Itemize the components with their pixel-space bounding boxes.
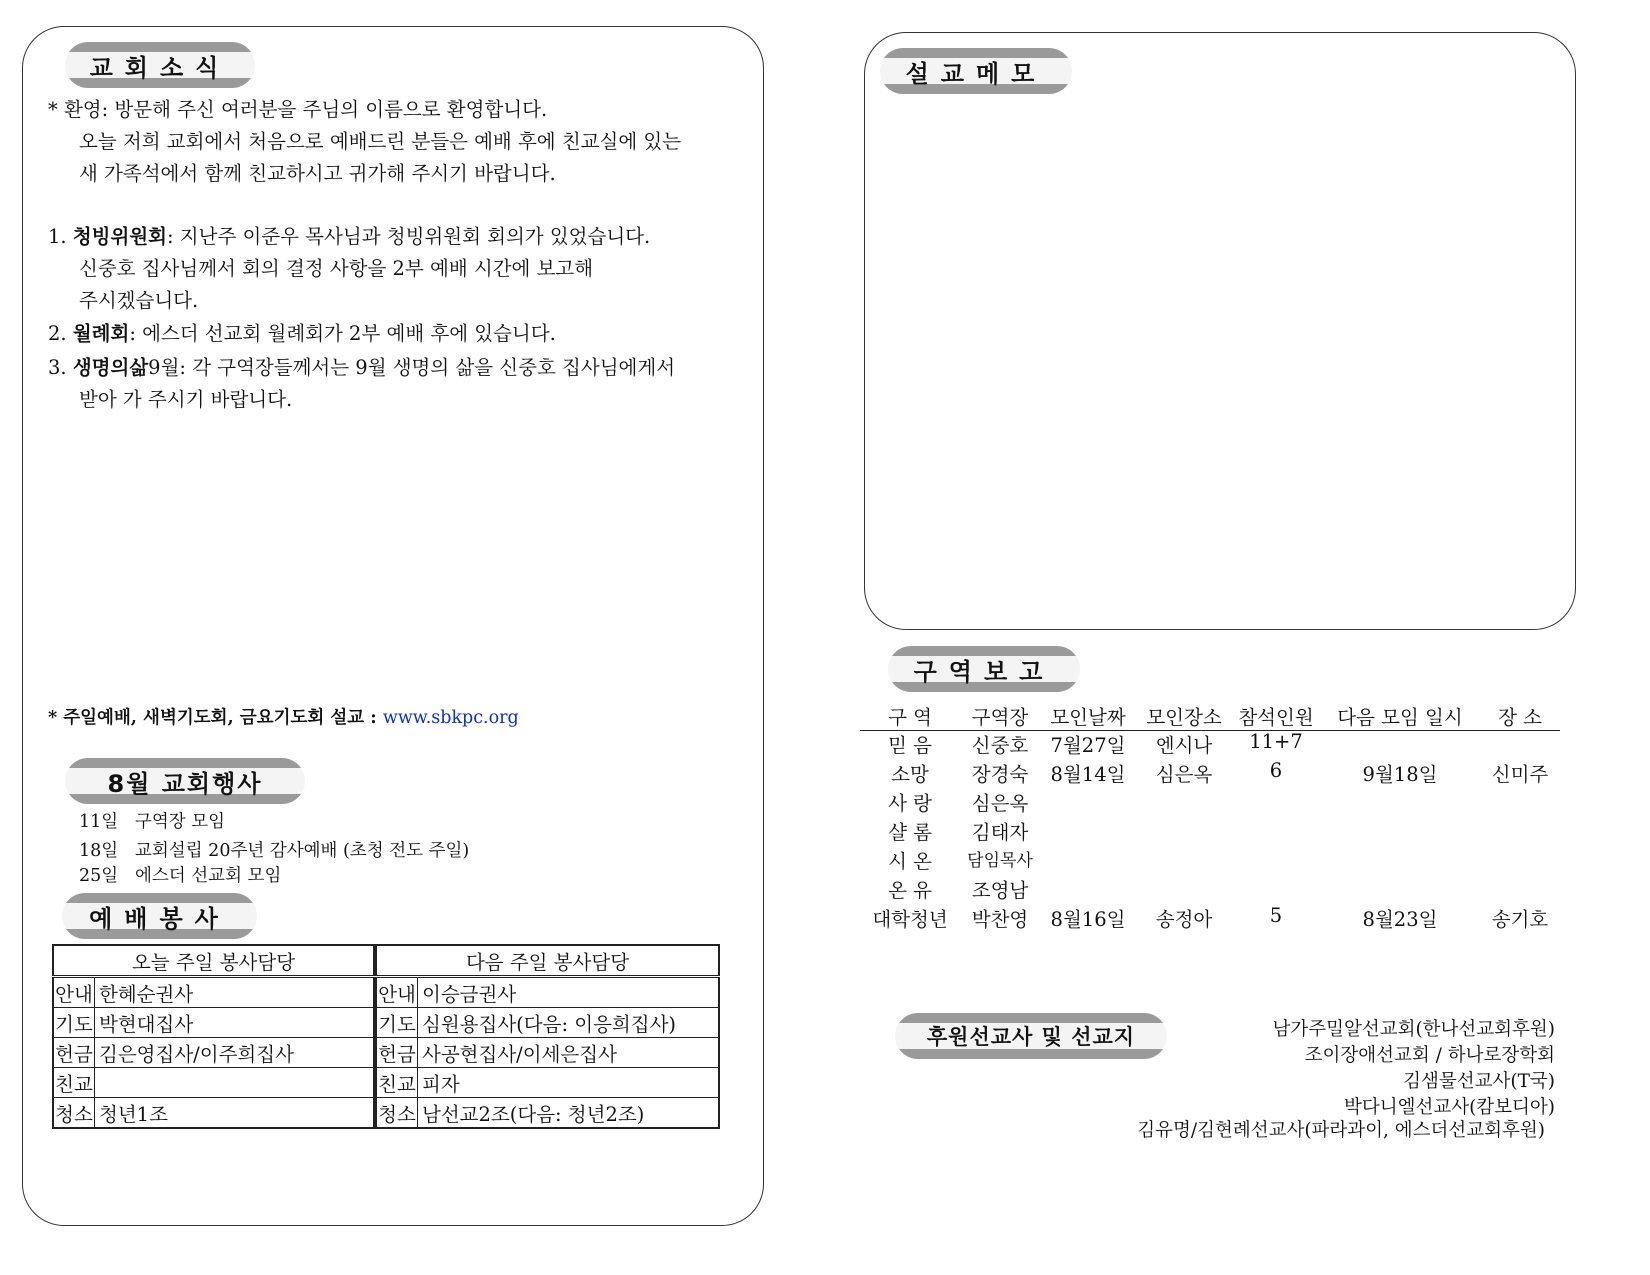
event-day: 18일 [79,841,119,861]
today-service-header: 오늘 주일 봉사담당 [53,945,374,977]
service-person: 남선교2조(다음: 청년2조) [418,1098,720,1129]
news-item-1 [48,221,650,249]
welcome-line-2: 오늘 저희 교회에서 처음으로 예배드린 분들은 예배 후에 친교실에 있는 [79,130,682,153]
service-person: 한혜순권사 [95,977,375,1008]
report-cell: 8월14일 [1050,763,1126,786]
report-header-cell: 모인장소 [1146,706,1222,729]
welcome-line-1: * 환영: 방문해 주신 여러분을 주님의 이름으로 환영합니다. [48,98,548,121]
event-row-1 [79,808,225,833]
mission-item-1: 남가주밀알선교회(한나선교회후원) [1272,1019,1555,1040]
report-row [860,730,1560,758]
sermon-link[interactable]: www.sbkpc.org [382,708,519,728]
event-row-3 [79,862,281,887]
report-cell: 신미주 [1491,763,1549,786]
report-cell: 믿 음 [888,734,932,757]
mission-item-2: 조이장애선교회 / 하나로장학회 [1304,1045,1555,1066]
news-item-2 [48,318,556,346]
mission-item-5: 김유명/김현례선교사(파라과이, 에스더선교회후원) [1137,1120,1545,1141]
district-report-title: 구역보고 [888,646,1080,692]
news-item-1-line-2: 신중호 집사님께서 회의 결정 사항을 2부 예배 시간에 보고해 [79,257,594,280]
service-role: 기도 [376,1008,418,1038]
event-desc: 에스더 선교회 모임 [135,866,282,886]
report-cell: 담임목사 [967,851,1033,871]
report-cell: 온 유 [888,879,932,902]
next-service-table [375,944,720,1129]
news-item-3-line-2: 받아 가 주시기 바랍니다. [79,388,293,411]
report-cell: 송정아 [1155,908,1213,931]
service-person: 이승금권사 [418,977,720,1008]
report-row [860,817,1560,845]
report-cell: 샬 롬 [888,821,932,844]
news-item-2-line-1: : 에스더 선교회 월례회가 2부 예배 후에 있습니다. [129,322,556,345]
event-day: 11일 [79,812,119,832]
event-desc: 교회설립 20주년 감사예배 (초청 전도 주일) [135,841,470,861]
welcome-line-3: 새 가족석에서 함께 친교하시고 귀가해 주시기 바랍니다. [79,162,556,185]
service-role: 청소 [53,1098,95,1129]
report-cell: 심은옥 [1155,763,1213,786]
report-cell: 소망 [891,763,929,786]
report-row [860,904,1560,932]
church-news-title: 교회소식 [65,42,255,88]
report-header-cell: 구역장 [971,706,1029,729]
service-role: 기도 [53,1008,95,1038]
service-role: 청소 [376,1098,418,1129]
service-title: 예배봉사 [62,893,257,939]
service-person: 김은영집사/이주희집사 [95,1038,375,1068]
missions-title: 후원선교사 및 선교지 [895,1013,1167,1059]
report-header-cell: 구 역 [888,706,932,729]
report-cell: 대학청년 [872,908,948,931]
news-item-2-title: 월례회 [72,322,130,345]
report-row [860,875,1560,903]
event-desc: 구역장 모임 [135,812,226,832]
events-title: 8월 교회행사 [65,758,305,804]
service-person: 심원용집사(다음: 이응희집사) [418,1008,720,1038]
service-role: 헌금 [53,1038,95,1068]
report-row [860,788,1560,816]
report-header-cell: 모인날짜 [1050,706,1126,729]
sermon-memo-title: 설교메모 [880,48,1072,94]
sermon-memo-panel[interactable] [864,32,1576,630]
report-cell: 신중호 [971,734,1029,757]
service-role: 안내 [53,977,95,1008]
report-cell: 조영남 [971,879,1029,902]
report-cell: 5 [1269,904,1283,927]
report-cell: 8월23일 [1362,908,1438,931]
news-item-1-num: 1. [48,225,67,248]
report-cell: 장경숙 [971,763,1029,786]
report-cell: 11+7 [1249,730,1303,753]
report-cell: 시 온 [888,850,932,873]
news-item-3-num: 3. [48,356,67,379]
report-row [860,759,1560,787]
report-cell: 8월16일 [1050,908,1126,931]
mission-item-3: 김샘물선교사(T국) [1403,1071,1555,1092]
news-item-1-line-3: 주시겠습니다. [79,289,199,312]
service-person [95,1068,375,1098]
report-row [860,846,1560,874]
news-item-1-title: 청빙위원회 [72,225,167,248]
report-header-row [860,702,1560,731]
sermon-note-text: * 주일예배, 새벽기도회, 금요기도회 설교 : [48,708,383,728]
report-header-cell: 참석인원 [1238,706,1314,729]
report-cell: 송기호 [1491,908,1549,931]
service-role: 안내 [376,977,418,1008]
news-item-2-num: 2. [48,322,67,345]
report-cell: 사 랑 [888,792,932,815]
report-cell: 9월18일 [1362,763,1438,786]
report-cell: 심은옥 [971,792,1029,815]
service-person: 청년1조 [95,1098,375,1129]
report-cell: 엔시나 [1155,734,1213,757]
report-cell: 6 [1269,759,1283,782]
report-header-cell: 장 소 [1498,706,1542,729]
news-item-1-line-1: : 지난주 이준우 목사님과 청빙위원회 회의가 있었습니다. [167,225,651,248]
service-role: 친교 [53,1068,95,1098]
service-person: 사공현집사/이세은집사 [418,1038,720,1068]
service-person: 박현대집사 [95,1008,375,1038]
news-item-3 [48,352,675,380]
service-role: 친교 [376,1068,418,1098]
report-cell: 7월27일 [1050,734,1126,757]
news-item-3-line-1: : 각 구역장들께서는 9월 생명의 삶을 신중호 집사님에게서 [179,356,676,379]
service-person: 피자 [418,1068,720,1098]
mission-item-4: 박다니엘선교사(캄보디아) [1343,1097,1555,1118]
today-service-table [52,944,375,1129]
report-cell: 김태자 [971,821,1029,844]
event-row-2 [79,837,469,862]
news-item-3-title: 생명의삶 [72,356,149,379]
service-role: 헌금 [376,1038,418,1068]
report-cell: 박찬영 [971,908,1029,931]
event-day: 25일 [79,866,119,886]
next-service-header: 다음 주일 봉사담당 [376,945,719,977]
news-item-3-title-suffix: 9월 [148,356,180,379]
report-header-cell: 다음 모임 일시 [1337,706,1463,729]
sermon-note [48,704,519,729]
